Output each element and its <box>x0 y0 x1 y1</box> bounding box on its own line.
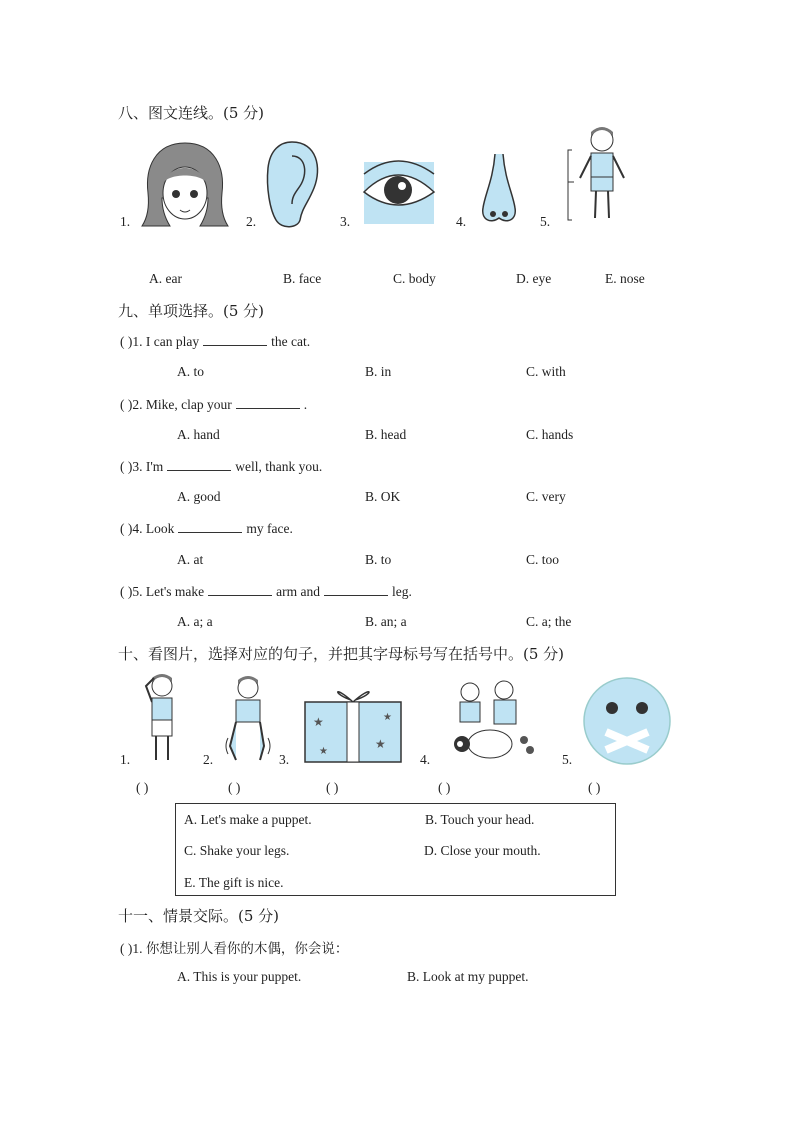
answer-blank[interactable] <box>178 520 242 533</box>
q9-1-option-c: C. with <box>526 364 566 379</box>
q9-4-end: my face. <box>246 521 293 536</box>
section8-title: 八、图文连线。(5 分) <box>118 104 265 122</box>
touch-head-picture <box>140 672 182 764</box>
section9-title: 九、单项选择。(5 分) <box>118 302 265 320</box>
answer-paren-1[interactable]: ( ) <box>136 780 149 795</box>
option-10c: C. Shake your legs. <box>184 843 290 858</box>
nose-picture <box>477 150 521 226</box>
pic10-num-4: 4. <box>420 752 431 767</box>
q9-2-option-b: B. head <box>365 427 407 442</box>
question-9-2 <box>120 396 307 413</box>
q9-2-stem: ( )2. Mike, clap your <box>120 397 232 412</box>
q9-3-option-b: B. OK <box>365 489 401 504</box>
svg-text:★: ★ <box>319 746 328 757</box>
q9-4-option-c: C. too <box>526 552 560 567</box>
answer-blank[interactable] <box>324 583 388 596</box>
question-9-1 <box>120 333 310 350</box>
option-10b: B. Touch your head. <box>425 812 535 827</box>
answer-blank[interactable] <box>203 333 267 346</box>
q9-3-stem: ( )3. I'm <box>120 459 164 474</box>
q9-5-stem: ( )5. Let's make <box>120 584 205 599</box>
boy-body-picture <box>562 126 634 226</box>
question-11-1: ( )1. 你想让别人看你的木偶，你会说： <box>120 941 349 956</box>
q9-2-option-a: A. hand <box>177 427 220 442</box>
option-10e: E. The gift is nice. <box>184 875 284 890</box>
q11-1-option-a: A. This is your puppet. <box>177 969 302 984</box>
q9-5-option-a: A. a; a <box>177 614 213 629</box>
pic10-num-3: 3. <box>279 752 290 767</box>
option-8b: B. face <box>283 271 322 286</box>
pic8-num-5: 5. <box>540 214 551 229</box>
q11-1-option-b: B. Look at my puppet. <box>407 969 529 984</box>
pic8-num-4: 4. <box>456 214 467 229</box>
make-puppet-picture <box>440 678 540 766</box>
answer-paren-4[interactable]: ( ) <box>438 780 451 795</box>
section10-title: 十、看图片，选择对应的句子，并把其字母标号写在括号中。(5 分) <box>118 645 565 663</box>
pic8-num-3: 3. <box>340 214 351 229</box>
pic8-num-1: 1. <box>120 214 131 229</box>
q9-3-option-c: C. very <box>526 489 566 504</box>
svg-text:★: ★ <box>375 737 386 751</box>
question-9-4 <box>120 520 293 537</box>
q9-2-end: . <box>303 397 308 412</box>
answer-paren-3[interactable]: ( ) <box>326 780 339 795</box>
shake-legs-picture <box>222 676 274 764</box>
option-8c: C. body <box>393 271 436 286</box>
ear-picture <box>262 138 324 230</box>
q9-1-option-b: B. in <box>365 364 392 379</box>
q9-4-option-b: B. to <box>365 552 392 567</box>
q9-2-option-c: C. hands <box>526 427 574 442</box>
pic8-num-2: 2. <box>246 214 257 229</box>
option-8e: E. nose <box>605 271 645 286</box>
answer-blank[interactable] <box>236 396 300 409</box>
q9-1-end: the cat. <box>271 334 311 349</box>
option-8d: D. eye <box>516 271 552 286</box>
gift-box-picture <box>303 686 403 764</box>
girl-face-picture <box>140 138 230 228</box>
svg-text:★: ★ <box>383 712 392 723</box>
section11-title: 十一、情景交际。(5 分) <box>118 907 280 925</box>
answer-blank[interactable] <box>208 583 272 596</box>
q9-5-option-c: C. a; the <box>526 614 572 629</box>
question-9-3 <box>120 458 322 475</box>
q9-5-mid: arm and <box>276 584 321 599</box>
option-10a: A. Let's make a puppet. <box>184 812 312 827</box>
close-mouth-picture <box>582 676 672 766</box>
q9-3-option-a: A. good <box>177 489 221 504</box>
answer-blank[interactable] <box>167 458 231 471</box>
q9-5-option-b: B. an; a <box>365 614 407 629</box>
eye-picture <box>360 152 438 228</box>
q9-4-option-a: A. at <box>177 552 204 567</box>
q9-5-end: leg. <box>392 584 412 599</box>
q9-4-stem: ( )4. Look <box>120 521 175 536</box>
pic10-num-5: 5. <box>562 752 573 767</box>
option-8a: A. ear <box>149 271 182 286</box>
pic10-num-1: 1. <box>120 752 131 767</box>
answer-paren-2[interactable]: ( ) <box>228 780 241 795</box>
q9-1-option-a: A. to <box>177 364 204 379</box>
answer-paren-5[interactable]: ( ) <box>588 780 601 795</box>
pic10-num-2: 2. <box>203 752 214 767</box>
q9-1-stem: ( )1. I can play <box>120 334 200 349</box>
q9-3-end: well, thank you. <box>235 459 323 474</box>
question-9-5 <box>120 583 412 600</box>
option-10d: D. Close your mouth. <box>424 843 541 858</box>
svg-text:★: ★ <box>313 715 324 729</box>
